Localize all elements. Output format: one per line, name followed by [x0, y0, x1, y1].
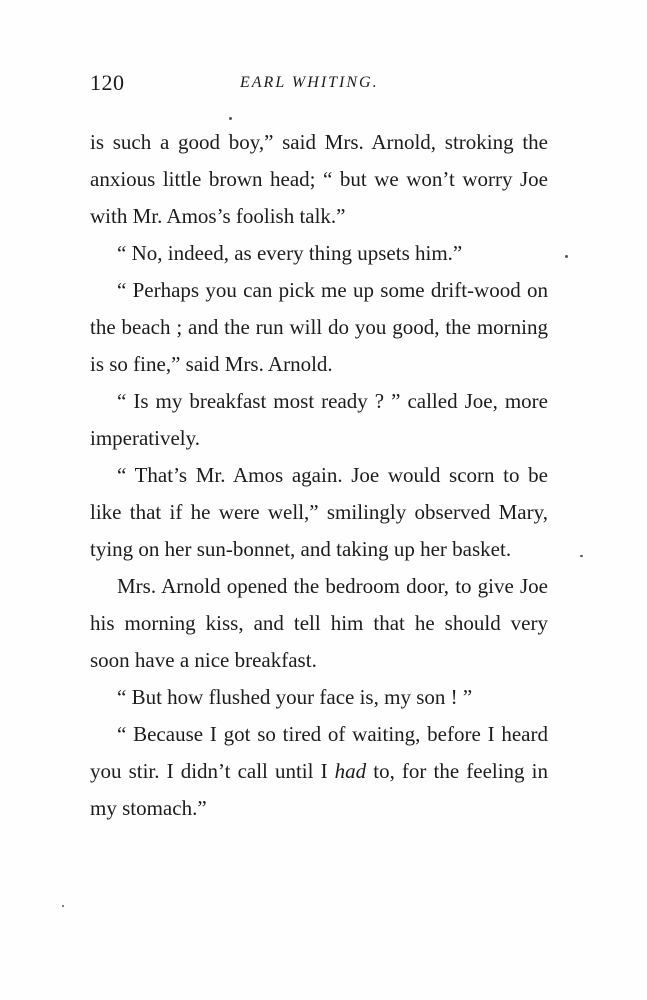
paragraph	[90, 124, 548, 235]
ink-speck	[62, 905, 64, 907]
paragraph-text: “ But how flushed your face is, my son ! ”	[117, 685, 473, 709]
paragraph	[90, 679, 548, 716]
ink-speck	[565, 255, 568, 258]
paragraph-text: “ No, indeed, as every thing upsets him.”	[117, 241, 463, 265]
running-head: EARL WHITING.	[240, 74, 379, 91]
page-number: 120	[90, 70, 125, 95]
paragraph-text: “ Perhaps you can pick me up some drift-wood on the beach ; and the run will do you good, the morning is so fine,” said Mrs. Arnold.	[90, 278, 548, 376]
paragraph	[90, 235, 548, 272]
paragraph	[90, 568, 548, 679]
paragraph	[90, 457, 548, 568]
paragraph	[90, 716, 548, 827]
paragraph-text: Mrs. Arnold opened the bedroom door, to give Joe his morning kiss, and tell him that he should very soon have a nice breakfast.	[90, 574, 548, 672]
emphasized-word: had	[334, 759, 367, 783]
paragraph-text: “ Is my breakfast most ready ? ” called Joe, more imperatively.	[90, 389, 548, 450]
paragraph	[90, 383, 548, 457]
page-header	[90, 70, 558, 100]
paragraph-text: “ That’s Mr. Amos again. Joe would scorn to be like that if he were well,” smilingly observed Mary, tying on her sun-bonnet, and taking up her basket.	[90, 463, 548, 561]
ink-speck	[580, 555, 583, 557]
paragraph-text: “ Because I got so tired of waiting, before I heard you stir. I didn’t call until I	[90, 722, 548, 783]
paragraph	[90, 272, 548, 383]
ink-speck	[229, 117, 232, 120]
body-text	[90, 124, 548, 827]
paragraph-text: to, for the feeling in my stomach.”	[90, 759, 548, 820]
paragraph-text: is such a good boy,” said Mrs. Arnold, stroking the anxious little brown head; “ but we won’t worry Joe with Mr. Amos’s foolish talk.”	[90, 130, 548, 228]
